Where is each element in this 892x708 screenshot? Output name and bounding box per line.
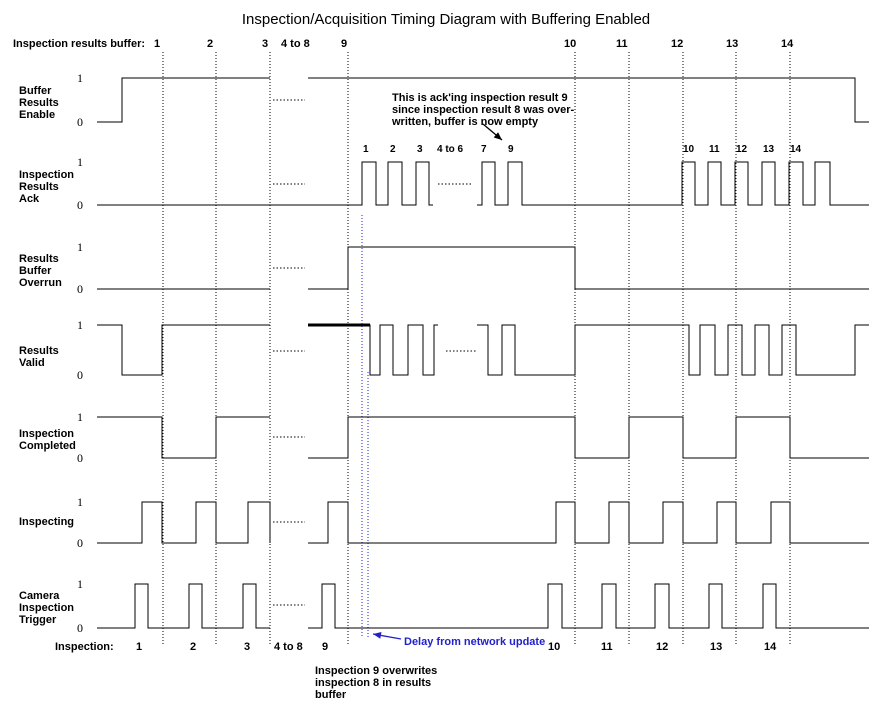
ack-note-line: written, buffer is now empty <box>392 116 539 128</box>
inspecting-level-1-tick: 1 <box>77 495 83 509</box>
results-buffer-overrun-level-0-tick: 0 <box>77 282 83 296</box>
results-valid-row <box>19 318 869 382</box>
buffer-axis-tick: 13 <box>726 38 739 50</box>
delay-note-label: Delay from network update <box>404 636 546 648</box>
results-buffer-overrun-label: Buffer <box>19 265 52 277</box>
buffer-results-enable-waveform <box>97 78 270 122</box>
buffer-results-enable-label: Buffer <box>19 85 52 97</box>
buffer-axis-tick: 1 <box>154 38 161 50</box>
inspection-completed-label: Completed <box>19 440 76 452</box>
inspection-results-ack-pulse-label: 14 <box>790 144 802 155</box>
inspection-results-ack-row <box>19 144 869 212</box>
results-buffer-overrun-label: Results <box>19 253 59 265</box>
inspection-axis-tick: 11 <box>601 641 613 653</box>
inspection-results-ack-waveform <box>97 162 433 205</box>
inspection-results-ack-waveform <box>477 162 869 205</box>
inspection-axis-tick: 9 <box>322 641 329 653</box>
results-buffer-overrun-label: Overrun <box>19 277 62 289</box>
buffer-axis-header: Inspection results buffer: <box>13 38 146 50</box>
buffer-results-enable-label: Enable <box>19 109 56 121</box>
inspection-results-ack-level-1-tick: 1 <box>77 155 83 169</box>
camera-inspection-trigger-label: Trigger <box>19 614 57 626</box>
inspection-results-ack-pulse-label: 10 <box>683 144 695 155</box>
ack-note-line: This is ack'ing inspection result 9 <box>392 92 568 104</box>
inspection-results-ack-pulse-label: 2 <box>390 144 396 155</box>
buffer-axis-tick: 2 <box>207 38 214 50</box>
delay-note-arrow-head <box>373 632 381 639</box>
inspecting-label: Inspecting <box>19 516 75 528</box>
inspecting-waveform <box>97 502 270 543</box>
buffer-results-enable-label: Results <box>19 97 59 109</box>
results-valid-level-0-tick: 0 <box>77 368 83 382</box>
camera-inspection-trigger-waveform <box>308 584 869 628</box>
inspection-results-ack-pulse-label: 12 <box>736 144 748 155</box>
buffer-axis-tick: 9 <box>341 38 348 50</box>
ack-note-line: since inspection result 8 was over- <box>392 104 575 116</box>
camera-inspection-trigger-waveform <box>97 584 270 628</box>
results-valid-label: Valid <box>19 357 45 369</box>
inspection-results-ack-pulse-label: 3 <box>417 144 423 155</box>
results-buffer-overrun-waveform <box>308 247 869 289</box>
results-buffer-overrun-level-1-tick: 1 <box>77 240 83 254</box>
inspection-results-ack-pulse-label: 13 <box>763 144 775 155</box>
buffer-results-enable-level-1-tick: 1 <box>77 71 83 85</box>
buffer-axis-tick: 11 <box>616 38 628 50</box>
inspection-results-ack-pulse-label: 4 to 6 <box>437 144 464 155</box>
results-buffer-overrun-row <box>19 240 869 296</box>
results-valid-waveform <box>308 325 438 375</box>
inspection-completed-waveform <box>97 417 270 458</box>
inspection-results-ack-label: Inspection <box>19 169 75 181</box>
results-valid-label: Results <box>19 345 59 357</box>
inspection-results-ack-pulse-label: 7 <box>481 144 487 155</box>
inspection-results-ack-pulse-label: 1 <box>363 144 369 155</box>
inspection-results-ack-level-0-tick: 0 <box>77 198 83 212</box>
buffer-results-enable-level-0-tick: 0 <box>77 115 83 129</box>
inspection-results-ack-label: Results <box>19 181 59 193</box>
camera-inspection-trigger-level-0-tick: 0 <box>77 621 83 635</box>
buffer-axis-tick: 14 <box>781 38 794 50</box>
inspecting-waveform <box>308 502 869 543</box>
inspection-axis-tick: 10 <box>548 641 561 653</box>
inspection-results-ack-pulse-label: 9 <box>508 144 514 155</box>
overwrite-note-line: inspection 8 in results <box>315 677 432 689</box>
results-valid-waveform <box>477 325 869 375</box>
camera-inspection-trigger-label: Camera <box>19 590 60 602</box>
inspecting-row <box>19 495 869 550</box>
inspection-axis-tick: 12 <box>656 641 669 653</box>
inspecting-level-0-tick: 0 <box>77 536 83 550</box>
inspection-completed-level-1-tick: 1 <box>77 410 83 424</box>
inspection-axis-tick: 1 <box>136 641 143 653</box>
inspection-results-ack-label: Ack <box>19 193 40 205</box>
results-valid-level-1-tick: 1 <box>77 318 83 332</box>
buffer-axis-tick: 12 <box>671 38 684 50</box>
diagram-title: Inspection/Acquisition Timing Diagram with Buffering Enabled <box>241 11 651 28</box>
inspection-completed-row <box>19 410 869 465</box>
inspection-completed-level-0-tick: 0 <box>77 451 83 465</box>
inspection-axis-tick: 14 <box>764 641 777 653</box>
inspection-results-ack-pulse-label: 11 <box>709 144 720 155</box>
inspection-axis-header: Inspection: <box>55 641 114 653</box>
results-valid-waveform <box>97 325 270 375</box>
camera-inspection-trigger-row <box>19 577 869 635</box>
inspection-completed-label: Inspection <box>19 428 75 440</box>
overwrite-note-line: Inspection 9 overwrites <box>315 665 438 677</box>
buffer-axis-tick: 3 <box>262 38 269 50</box>
inspection-axis-tick: 4 to 8 <box>274 641 303 653</box>
camera-inspection-trigger-label: Inspection <box>19 602 75 614</box>
camera-inspection-trigger-level-1-tick: 1 <box>77 577 83 591</box>
inspection-axis-tick: 3 <box>244 641 251 653</box>
buffer-axis-tick: 10 <box>564 38 577 50</box>
overwrite-note-line: buffer <box>315 689 347 701</box>
inspection-completed-waveform <box>308 417 869 458</box>
inspection-axis-tick: 2 <box>190 641 197 653</box>
inspection-axis-tick: 13 <box>710 641 723 653</box>
buffer-axis-tick: 4 to 8 <box>281 38 310 50</box>
